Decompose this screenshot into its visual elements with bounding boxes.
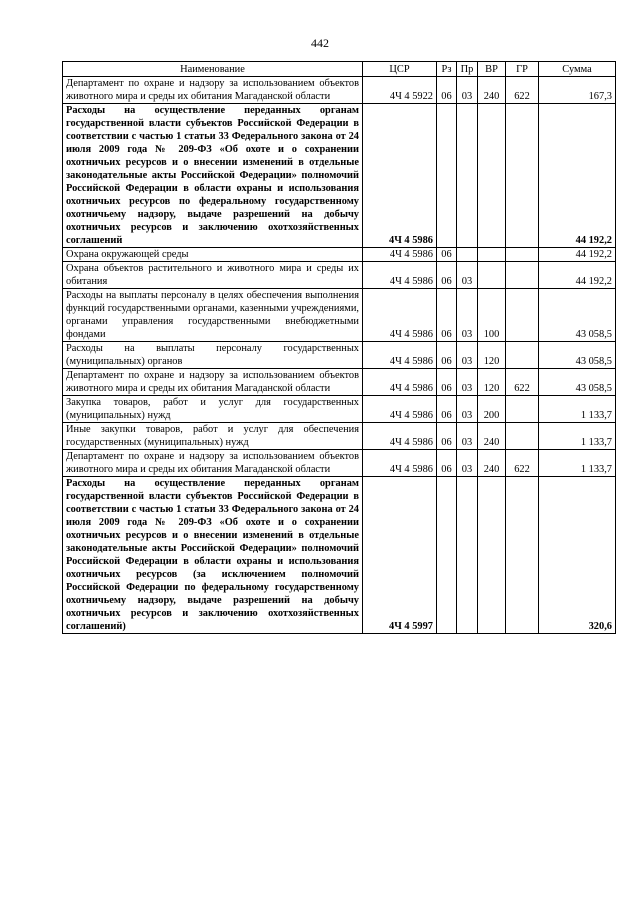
row-vr-cell xyxy=(478,262,506,289)
row-name-cell: Департамент по охране и надзору за использованием объектов животного мира и среды их обитания Магаданской области xyxy=(63,450,363,477)
header-csr: ЦСР xyxy=(363,62,437,77)
header-name: Наименование xyxy=(63,62,363,77)
page-number: 442 xyxy=(311,36,329,50)
row-rz-cell: 06 xyxy=(437,369,457,396)
table-row xyxy=(63,423,616,450)
row-csr-cell: 4Ч 4 5986 xyxy=(363,369,437,396)
row-csr-cell: 4Ч 4 5986 xyxy=(363,396,437,423)
table-row xyxy=(63,248,616,262)
row-sum-cell: 1 133,7 xyxy=(539,450,616,477)
row-name-cell: Департамент по охране и надзору за использованием объектов животного мира и среды их обитания Магаданской области xyxy=(63,77,363,104)
row-name-cell: Расходы на осуществление переданных органам государственной власти субъектов Российской Федерации в соответствии с частью 1 статьи 33 Федерального закона от 24 июля 2009 года № 209-ФЗ «Об охоте и о сохранении охотничьих ресурсов и о внесении изменений в отдельные законодательные акты Российской Федерации» полномочий Российской Федерации в области охраны и использования охотничьих ресурсов по федеральному государственному охотничьему надзору, выдаче разрешений на добычу охотничьих ресурсов и заключению охотхозяйственных соглашений xyxy=(63,104,363,248)
row-vr-cell: 240 xyxy=(478,423,506,450)
row-csr-cell: 4Ч 4 5986 xyxy=(363,262,437,289)
row-pr-cell: 03 xyxy=(457,342,478,369)
row-pr-cell: 03 xyxy=(457,369,478,396)
table-row xyxy=(63,396,616,423)
row-vr-cell xyxy=(478,104,506,248)
header-sum: Сумма xyxy=(539,62,616,77)
row-pr-cell xyxy=(457,477,478,634)
row-csr-cell: 4Ч 4 5986 xyxy=(363,450,437,477)
row-rz-cell xyxy=(437,477,457,634)
row-rz-cell: 06 xyxy=(437,450,457,477)
budget-table xyxy=(62,61,616,634)
row-vr-cell: 240 xyxy=(478,450,506,477)
row-pr-cell: 03 xyxy=(457,396,478,423)
row-pr-cell: 03 xyxy=(457,77,478,104)
row-name-cell: Закупка товаров, работ и услуг для государственных (муниципальных) нужд xyxy=(63,396,363,423)
row-rz-cell xyxy=(437,104,457,248)
row-gr-cell xyxy=(506,423,539,450)
table-row xyxy=(63,477,616,634)
row-vr-cell: 240 xyxy=(478,77,506,104)
row-rz-cell: 06 xyxy=(437,423,457,450)
row-name-cell: Департамент по охране и надзору за использованием объектов животного мира и среды их обитания Магаданской области xyxy=(63,369,363,396)
row-name-cell: Охрана объектов растительного и животного мира и среды их обитания xyxy=(63,262,363,289)
row-pr-cell xyxy=(457,248,478,262)
header-gr: ГР xyxy=(506,62,539,77)
row-vr-cell: 200 xyxy=(478,396,506,423)
row-csr-cell: 4Ч 4 5986 xyxy=(363,104,437,248)
table-row xyxy=(63,342,616,369)
row-vr-cell: 120 xyxy=(478,369,506,396)
row-rz-cell: 06 xyxy=(437,77,457,104)
row-sum-cell: 44 192,2 xyxy=(539,262,616,289)
row-name-cell: Расходы на выплаты персоналу в целях обеспечения выполнения функций государственными органами, казенными учреждениями, органами управления государственными внебюджетными фондами xyxy=(63,289,363,342)
row-csr-cell: 4Ч 4 5986 xyxy=(363,423,437,450)
row-name-cell: Расходы на выплаты персоналу государственных (муниципальных) органов xyxy=(63,342,363,369)
row-vr-cell: 100 xyxy=(478,289,506,342)
table-row xyxy=(63,262,616,289)
row-rz-cell: 06 xyxy=(437,262,457,289)
row-gr-cell xyxy=(506,104,539,248)
row-gr-cell: 622 xyxy=(506,369,539,396)
row-gr-cell xyxy=(506,477,539,634)
row-csr-cell: 4Ч 4 5986 xyxy=(363,248,437,262)
row-sum-cell: 44 192,2 xyxy=(539,104,616,248)
row-pr-cell xyxy=(457,104,478,248)
table-row xyxy=(63,450,616,477)
row-pr-cell: 03 xyxy=(457,262,478,289)
row-name-cell: Иные закупки товаров, работ и услуг для обеспечения государственных (муниципальных) нужд xyxy=(63,423,363,450)
row-gr-cell xyxy=(506,396,539,423)
row-sum-cell: 167,3 xyxy=(539,77,616,104)
table-row xyxy=(63,104,616,248)
row-rz-cell: 06 xyxy=(437,289,457,342)
row-csr-cell: 4Ч 4 5986 xyxy=(363,289,437,342)
row-gr-cell: 622 xyxy=(506,77,539,104)
table-row xyxy=(63,77,616,104)
row-sum-cell: 320,6 xyxy=(539,477,616,634)
row-sum-cell: 43 058,5 xyxy=(539,289,616,342)
row-csr-cell: 4Ч 4 5922 xyxy=(363,77,437,104)
row-name-cell: Расходы на осуществление переданных органам государственной власти субъектов Российской Федерации в соответствии с частью 1 статьи 33 Федерального закона от 24 июля 2009 года № 209-ФЗ «Об охоте и о сохранении охотничьих ресурсов и о внесении изменений в отдельные законодательные акты Российской Федерации» полномочий Российской Федерации в области охраны и использования охотничьих ресурсов (за исключением полномочий Российской Федерации по федеральному государственному охотничьему надзору, выдаче разрешений на добычу охотничьих ресурсов и заключению охотхозяйственных соглашений) xyxy=(63,477,363,634)
header-pr: Пр xyxy=(457,62,478,77)
row-csr-cell: 4Ч 4 5986 xyxy=(363,342,437,369)
row-sum-cell: 43 058,5 xyxy=(539,342,616,369)
table-row xyxy=(63,369,616,396)
row-sum-cell: 43 058,5 xyxy=(539,369,616,396)
row-sum-cell: 1 133,7 xyxy=(539,396,616,423)
row-csr-cell: 4Ч 4 5997 xyxy=(363,477,437,634)
row-name-cell: Охрана окружающей среды xyxy=(63,248,363,262)
table-header-row xyxy=(63,62,616,77)
table-row xyxy=(63,289,616,342)
row-gr-cell xyxy=(506,342,539,369)
row-sum-cell: 44 192,2 xyxy=(539,248,616,262)
row-gr-cell xyxy=(506,262,539,289)
header-vr: ВР xyxy=(478,62,506,77)
row-sum-cell: 1 133,7 xyxy=(539,423,616,450)
row-gr-cell xyxy=(506,248,539,262)
row-vr-cell xyxy=(478,477,506,634)
header-rz: Рз xyxy=(437,62,457,77)
row-vr-cell: 120 xyxy=(478,342,506,369)
row-gr-cell xyxy=(506,289,539,342)
row-pr-cell: 03 xyxy=(457,423,478,450)
row-rz-cell: 06 xyxy=(437,342,457,369)
row-pr-cell: 03 xyxy=(457,289,478,342)
row-vr-cell xyxy=(478,248,506,262)
row-pr-cell: 03 xyxy=(457,450,478,477)
row-rz-cell: 06 xyxy=(437,396,457,423)
row-rz-cell: 06 xyxy=(437,248,457,262)
row-gr-cell: 622 xyxy=(506,450,539,477)
